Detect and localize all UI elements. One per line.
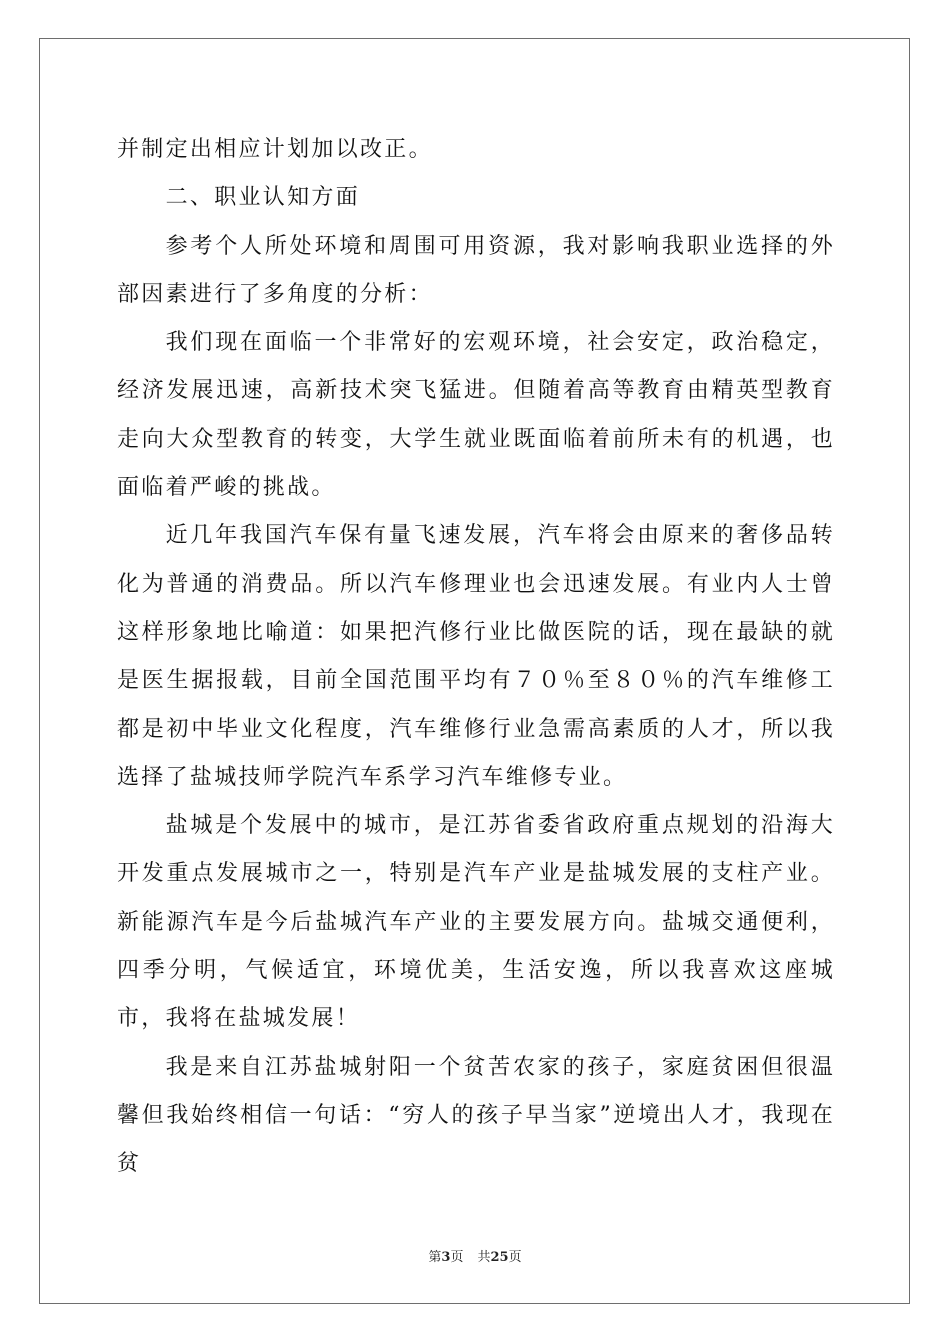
paragraph: 我们现在面临一个非常好的宏观环境，社会安定，政治稳定，经济发展迅速，高新技术突飞猛进。但随着高等教育由精英型教育走向大众型教育的转变，大学生就业既面临着前所未有的机遇，也面临着严峻的挑战。 xyxy=(117,330,835,501)
section-heading: 二、职业认知方面 xyxy=(165,185,360,211)
paragraph: 参考个人所处环境和周围可用资源，我对影响我职业选择的外部因素进行了多角度的分析： xyxy=(117,233,835,307)
paragraph: 我是来自江苏盐城射阳一个贫苦农家的孩子，家庭贫困但很温馨但我始终相信一句话：“穷人的孩子早当家”逆境出人才，我现在贫 xyxy=(117,1054,835,1177)
paragraph: 并制定出相应计划加以改正。 xyxy=(117,137,433,162)
page-prefix: 第 xyxy=(428,1250,442,1265)
paragraph: 近几年我国汽车保有量飞速发展，汽车将会由原来的奢侈品转化为普通的消费品。所以汽车修理业也会迅速发展。有业内人士曾这样形象地比喻道：如果把汽修行业比做医院的话，现在最缺的就是医生据报载，目前全国范围平均有７０％至８０％的汽车维修工都是初中毕业文化程度，汽车维修行业急需高素质的人才，所以我选择了盐城技师学院汽车系学习汽车维修专业。 xyxy=(117,523,835,790)
total-prefix: 共 xyxy=(477,1250,491,1265)
paragraph: 盐城是个发展中的城市，是江苏省委省政府重点规划的沿海大开发重点发展城市之一，特别是汽车产业是盐城发展的支柱产业。新能源汽车是今后盐城汽车产业的主要发展方向。盐城交通便利，四季分明，气候适宜，环境优美，生活安逸，所以我喜欢这座城市，我将在盐城发展！ xyxy=(117,813,835,1032)
document-body xyxy=(117,126,835,1189)
total-pages: 25 xyxy=(490,1250,509,1265)
page-footer xyxy=(0,1246,950,1265)
total-suffix: 页 xyxy=(508,1250,522,1265)
page-suffix: 页 xyxy=(450,1250,464,1265)
page-number: 3 xyxy=(441,1250,451,1265)
